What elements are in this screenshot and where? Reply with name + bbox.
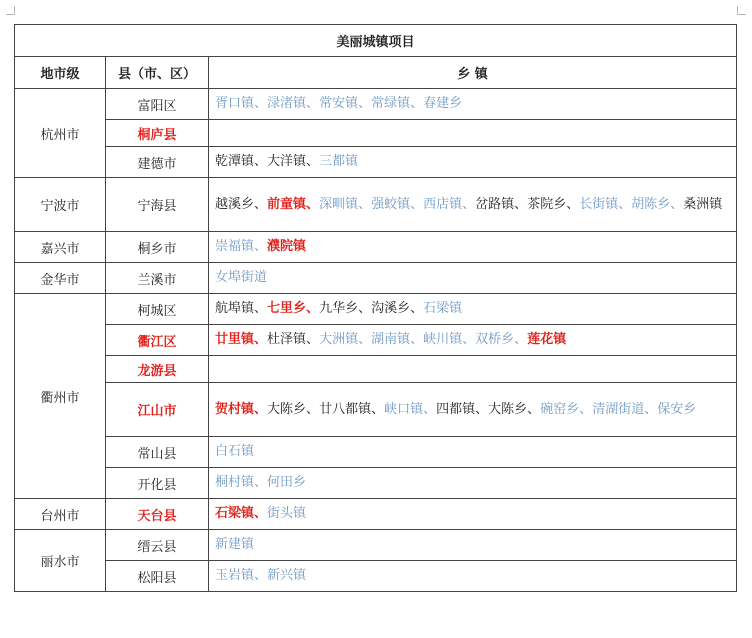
- town-name: 玉岩镇: [215, 568, 255, 583]
- town-separator: 、: [514, 196, 528, 212]
- town-name: 九华乡: [319, 301, 359, 316]
- town-separator: 、: [670, 196, 684, 212]
- town-name: 胥口镇: [215, 96, 255, 111]
- town-name: 峡川镇: [423, 332, 463, 347]
- town-separator: 、: [566, 196, 580, 212]
- town-name: 大洋镇: [267, 154, 307, 169]
- city-cell: 嘉兴市: [15, 232, 106, 263]
- town-name: 石梁镇: [215, 506, 255, 521]
- town-name: 何田乡: [267, 475, 307, 490]
- crop-mark-top-right: [737, 6, 746, 15]
- county-cell: 衢江区: [106, 325, 209, 356]
- town-separator: 、: [254, 401, 268, 417]
- towns-cell: [209, 147, 737, 178]
- county-cell: 江山市: [106, 383, 209, 437]
- county-cell: 桐庐县: [106, 120, 209, 147]
- town-name: 保安乡: [657, 401, 697, 417]
- town-name: 渌渚镇: [267, 96, 307, 111]
- county-cell: 缙云县: [106, 530, 209, 561]
- town-name: 桑洲镇: [683, 196, 723, 212]
- table-row: [15, 178, 737, 232]
- town-separator: 、: [358, 332, 372, 347]
- town-separator: 、: [254, 196, 268, 212]
- town-separator: 、: [306, 154, 320, 169]
- towns-cell: [209, 294, 737, 325]
- table-row: [15, 232, 737, 263]
- city-cell: 杭州市: [15, 89, 106, 178]
- table-body: [15, 89, 737, 592]
- town-separator: 、: [254, 154, 268, 169]
- town-separator: 、: [254, 568, 268, 583]
- county-cell: 兰溪市: [106, 263, 209, 294]
- table-row: [15, 468, 737, 499]
- town-separator: 、: [306, 301, 320, 316]
- towns-cell: [209, 530, 737, 561]
- town-name: 白石镇: [215, 444, 255, 459]
- town-separator: 、: [410, 96, 424, 111]
- towns-cell: [209, 437, 737, 468]
- town-separator: 、: [358, 96, 372, 111]
- town-separator: 、: [306, 401, 320, 417]
- town-name: 岔路镇: [475, 196, 515, 212]
- town-name: 四都镇: [436, 401, 476, 417]
- town-separator: 、: [371, 401, 385, 417]
- city-cell: 宁波市: [15, 178, 106, 232]
- table-row: [15, 561, 737, 592]
- town-name: 七里乡: [267, 301, 307, 316]
- towns-cell: [209, 178, 737, 232]
- town-name: 贺村镇: [215, 401, 255, 417]
- town-separator: 、: [462, 332, 476, 347]
- table-row: [15, 530, 737, 561]
- towns-cell: [209, 325, 737, 356]
- town-name: 常安镇: [319, 96, 359, 111]
- table-row: [15, 294, 737, 325]
- county-cell: 开化县: [106, 468, 209, 499]
- town-name: 前童镇: [267, 196, 307, 212]
- city-cell: 金华市: [15, 263, 106, 294]
- town-name: 大洲镇: [319, 332, 359, 347]
- town-name: 桐村镇: [215, 475, 255, 490]
- town-separator: 、: [254, 332, 268, 347]
- town-separator: 、: [579, 401, 593, 417]
- table-row: [15, 263, 737, 294]
- town-name: 胡陈乡: [631, 196, 671, 212]
- town-name: 崇福镇: [215, 239, 255, 254]
- town-separator: 、: [475, 401, 489, 417]
- city-cell: 衢州市: [15, 294, 106, 499]
- town-separator: 、: [644, 401, 658, 417]
- town-separator: 、: [410, 301, 424, 316]
- town-name: 女埠街道: [215, 270, 268, 285]
- town-name: 航埠镇: [215, 301, 255, 316]
- towns-cell: [209, 356, 737, 383]
- town-name: 清湖街道: [592, 401, 645, 417]
- town-name: 新兴镇: [267, 568, 307, 583]
- towns-cell: [209, 232, 737, 263]
- town-name: 湖南镇: [371, 332, 411, 347]
- town-separator: 、: [306, 332, 320, 347]
- county-cell: 柯城区: [106, 294, 209, 325]
- table-row: [15, 437, 737, 468]
- town-name: 新建镇: [215, 537, 255, 552]
- towns-cell: [209, 263, 737, 294]
- town-name: 濮院镇: [267, 239, 307, 254]
- county-cell: 常山县: [106, 437, 209, 468]
- town-name: 大陈乡: [267, 401, 307, 417]
- town-name: 强蛟镇: [371, 196, 411, 212]
- town-name: 廿八都镇: [319, 401, 372, 417]
- table-row: [15, 120, 737, 147]
- county-cell: 松阳县: [106, 561, 209, 592]
- town-separator: 、: [306, 96, 320, 111]
- towns-cell: [209, 120, 737, 147]
- town-separator: 、: [462, 196, 476, 212]
- header-county: 县（市、区）: [106, 57, 209, 89]
- beautiful-towns-table: [14, 24, 737, 592]
- town-separator: 、: [527, 401, 541, 417]
- town-name: 大陈乡: [488, 401, 528, 417]
- town-name: 长街镇: [579, 196, 619, 212]
- town-name: 双桥乡: [475, 332, 515, 347]
- table-row: [15, 325, 737, 356]
- header-towns: 乡 镇: [209, 57, 737, 89]
- town-name: 杜泽镇: [267, 332, 307, 347]
- crop-mark-top-left: [6, 6, 15, 15]
- town-separator: 、: [410, 196, 424, 212]
- town-name: 碗窑乡: [540, 401, 580, 417]
- town-separator: 、: [254, 301, 268, 316]
- town-name: 深甽镇: [319, 196, 359, 212]
- city-cell: 台州市: [15, 499, 106, 530]
- town-separator: 、: [410, 332, 424, 347]
- town-separator: 、: [254, 96, 268, 111]
- towns-cell: [209, 383, 737, 437]
- towns-cell: [209, 468, 737, 499]
- town-separator: 、: [306, 196, 320, 212]
- table-row: [15, 89, 737, 120]
- town-name: 乾潭镇: [215, 154, 255, 169]
- town-separator: 、: [423, 401, 437, 417]
- town-separator: 、: [254, 506, 268, 521]
- county-cell: 建德市: [106, 147, 209, 178]
- county-cell: 富阳区: [106, 89, 209, 120]
- town-name: 街头镇: [267, 506, 307, 521]
- city-cell: 丽水市: [15, 530, 106, 592]
- town-separator: 、: [514, 332, 528, 347]
- towns-cell: [209, 499, 737, 530]
- table-row: [15, 499, 737, 530]
- table-row: [15, 356, 737, 383]
- town-name: 茶院乡: [527, 196, 567, 212]
- county-cell: 龙游县: [106, 356, 209, 383]
- towns-cell: [209, 89, 737, 120]
- town-name: 三都镇: [319, 154, 359, 169]
- town-name: 石梁镇: [423, 301, 463, 316]
- town-name: 莲花镇: [527, 332, 567, 347]
- town-name: 越溪乡: [215, 196, 255, 212]
- town-name: 廿里镇: [215, 332, 255, 347]
- county-cell: 宁海县: [106, 178, 209, 232]
- town-name: 常绿镇: [371, 96, 411, 111]
- county-cell: 天台县: [106, 499, 209, 530]
- town-name: 沟溪乡: [371, 301, 411, 316]
- county-cell: 桐乡市: [106, 232, 209, 263]
- town-separator: 、: [254, 239, 268, 254]
- town-separator: 、: [358, 301, 372, 316]
- town-name: 西店镇: [423, 196, 463, 212]
- town-name: 峡口镇: [384, 401, 424, 417]
- town-separator: 、: [358, 196, 372, 212]
- table-row: [15, 147, 737, 178]
- header-city: 地市级: [15, 57, 106, 89]
- towns-cell: [209, 561, 737, 592]
- town-separator: 、: [618, 196, 632, 212]
- town-separator: 、: [254, 475, 268, 490]
- table-title: 美丽城镇项目: [15, 25, 737, 57]
- table-row: [15, 383, 737, 437]
- town-name: 春建乡: [423, 96, 463, 111]
